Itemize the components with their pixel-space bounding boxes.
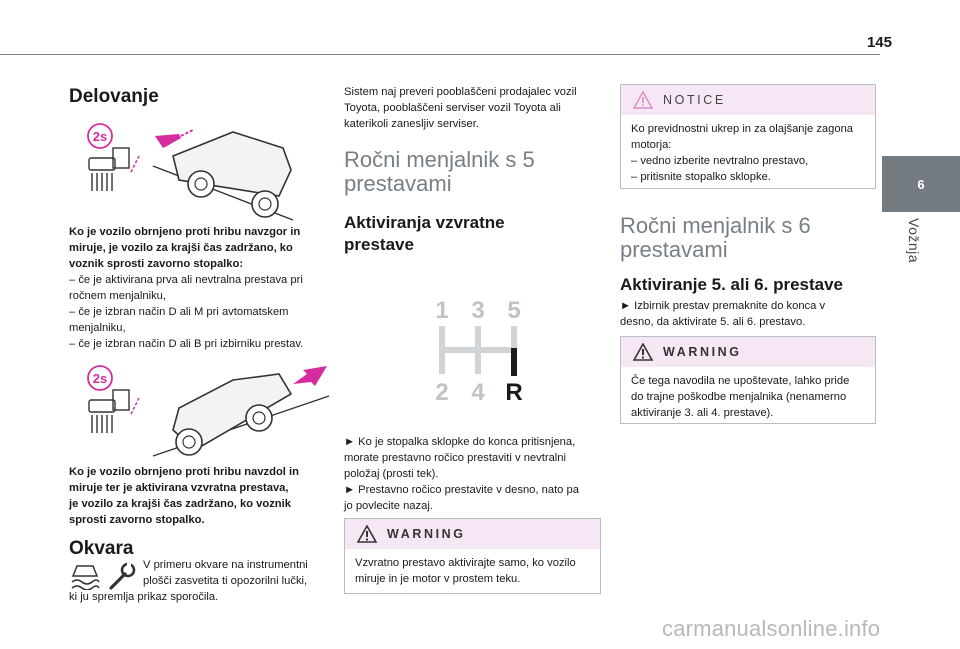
text-line: miruje ter je aktivirana vzvratna prestava, (69, 482, 289, 494)
warning-label: WARNING (387, 527, 466, 541)
text-line: ► Izbirnik prestav premaknite do konca v (620, 300, 826, 312)
warning-header (621, 337, 875, 367)
warning-header (345, 519, 600, 549)
heading-line: Ročni menjalnik s 6 (620, 213, 811, 238)
text-line: – če je aktivirana prva ali nevtralna prestava pri (69, 274, 303, 286)
text-line: motorja: (631, 139, 672, 151)
timer-badge: 2s (92, 371, 108, 386)
text-line: Ko previdnostni ukrep in za olajšanje zagona (631, 123, 854, 135)
heading-6-speed (620, 214, 811, 262)
watermark: carmanualsonline.info (662, 616, 881, 641)
stability-icon (72, 566, 99, 590)
heading-line: Aktiviranja vzvratne (344, 213, 505, 232)
text-line: sprosti zavorno stopalko. (69, 514, 205, 526)
text-line: ► Ko je stopalka sklopke do konca pritisnjena, (344, 436, 576, 448)
step-text (620, 298, 825, 330)
text-line: Vzvratno prestavo aktivirajte samo, ko vozilo (355, 557, 576, 569)
warning-box-2 (620, 336, 876, 424)
heading-line: prestavami (344, 171, 452, 196)
text-line: jo povlecite nazaj. (344, 500, 433, 512)
gear-shift-diagram (430, 292, 530, 408)
gear-label: 1 (435, 297, 449, 324)
warning-triangle-icon (633, 343, 653, 361)
notice-triangle-icon (633, 91, 653, 109)
gear-label: 4 (471, 379, 485, 406)
warning-body (345, 549, 600, 593)
text-line: voznik sprosti zavorno stopalko: (69, 258, 244, 270)
notice-box (620, 84, 876, 189)
text-line: desno, da aktivirate 5. ali 6. prestavo. (620, 316, 806, 328)
text-line: aktiviranje 3. ali 4. prestave). (631, 407, 774, 419)
okvara-text-bottom (69, 589, 218, 605)
wrench-icon (111, 563, 134, 588)
gear-label-reverse: R (505, 379, 523, 406)
warning-lights-icon (69, 562, 139, 590)
text-line: Ko je vozilo obrnjeno proti hribu navzgor in (69, 226, 301, 238)
gear-label: 5 (507, 297, 521, 324)
text-line: je vozilo za krajši čas zadržano, ko voznik (69, 498, 291, 510)
text-line: – pritisnite stopalko sklopke. (631, 171, 771, 183)
text-line: – če je izbran način D ali M pri avtomatskem (69, 306, 289, 318)
brake-pedal-icon (88, 124, 139, 191)
car-uphill-icon (153, 130, 293, 220)
text-line: menjalniku, (69, 322, 126, 334)
text-line: miruje in je motor v prostem teku. (355, 573, 521, 585)
timer-badge: 2s (92, 129, 108, 144)
heading-okvara: Okvara (69, 538, 134, 559)
car-downhill-icon (153, 366, 329, 456)
text-line: ki ju spremlja prikaz sporočila. (69, 591, 219, 603)
subheading-reverse (344, 212, 505, 256)
text-line: Toyota, pooblaščeni serviser vozil Toyota ali (344, 102, 561, 114)
steps-text (344, 434, 579, 514)
chapter-tab[interactable]: 6 (882, 156, 960, 212)
text-line: morate prestavno ročico prestaviti v nevtralni (344, 452, 566, 464)
shift-pattern-icon (439, 326, 517, 376)
notice-header (621, 85, 875, 115)
brake-pedal-icon (88, 366, 139, 433)
text-line: katerikoli zanesljiv serviser. (344, 118, 479, 130)
notice-label: NOTICE (663, 93, 726, 107)
downhill-illustration (83, 360, 331, 460)
text-line: plošči zasvetita ti opozorilni lučki, (143, 575, 308, 587)
text-line: Če tega navodila ne upoštevate, lahko pride (631, 375, 850, 387)
warning-triangle-icon (357, 525, 377, 543)
heading-delovanje: Delovanje (69, 86, 159, 107)
intro-text (344, 84, 577, 132)
top-rule (0, 54, 880, 55)
heading-line: prestavami (620, 237, 728, 262)
warning-label: WARNING (663, 345, 742, 359)
warning-box (344, 518, 601, 594)
text-line: – vedno izberite nevtralno prestavo, (631, 155, 809, 167)
text-line: Sistem naj preveri pooblaščeni prodajalec vozil (344, 86, 577, 98)
gear-label: 3 (471, 297, 485, 324)
text-line: ročnem menjalniku, (69, 290, 167, 302)
uphill-text (69, 224, 303, 352)
notice-body (621, 115, 875, 191)
downhill-text (69, 464, 299, 528)
subheading-5-6: Aktiviranje 5. ali 6. prestave (620, 275, 844, 294)
okvara-text-top (143, 557, 308, 589)
text-line: Ko je vozilo obrnjeno proti hribu navzdol in (69, 466, 299, 478)
warning-body (621, 367, 875, 427)
page-number: 145 (866, 34, 892, 51)
text-line: ► Prestavno ročico prestavite v desno, nato pa (344, 484, 579, 496)
text-line: miruje, je vozilo za krajši čas zadržano, ko (69, 242, 293, 254)
chapter-title: Vožnja (906, 218, 922, 264)
heading-line: prestave (344, 235, 414, 254)
uphill-illustration (83, 118, 295, 222)
heading-5-speed (344, 148, 535, 196)
text-line: – če je izbran način D ali B pri izbirniku prestav. (69, 338, 304, 350)
text-line: položaj (prosti tek). (344, 468, 439, 480)
heading-line: Ročni menjalnik s 5 (344, 147, 535, 172)
text-line: do trajne poškodbe menjalnika (nenamerno (631, 391, 847, 403)
text-line: V primeru okvare na instrumentni (143, 559, 308, 571)
gear-label: 2 (435, 379, 449, 406)
